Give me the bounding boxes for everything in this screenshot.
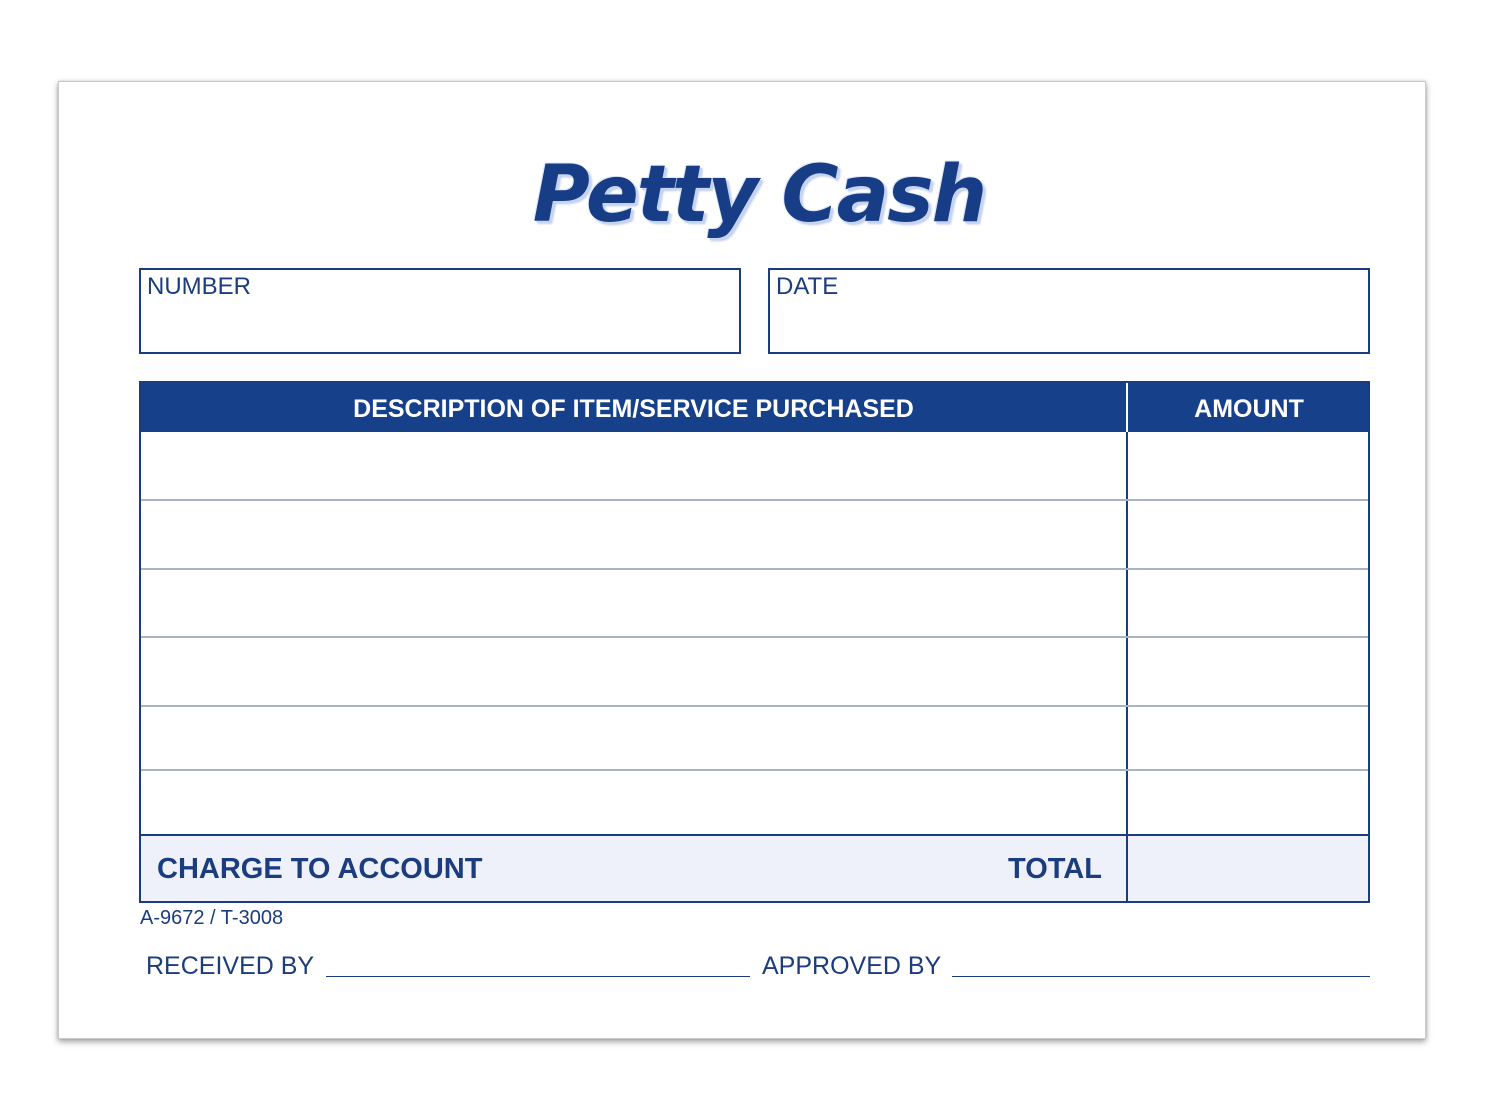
row-rule — [141, 499, 1368, 501]
form-code: A-9672 / T-3008 — [140, 907, 284, 929]
total-label: TOTAL — [1008, 853, 1102, 885]
description-header: DESCRIPTION OF ITEM/SERVICE PURCHASED — [353, 395, 914, 423]
row-rule — [141, 568, 1368, 570]
date-label: DATE — [776, 273, 839, 300]
number-field[interactable] — [139, 268, 741, 354]
form-title: Petty Cash — [532, 150, 986, 240]
row-rule — [141, 636, 1368, 638]
approved-by-line — [952, 976, 1370, 978]
footer-row — [141, 834, 1368, 901]
purchase-table — [139, 381, 1370, 903]
approved-by-field[interactable] — [762, 951, 1370, 985]
row-rule — [141, 705, 1368, 707]
row-rule — [141, 769, 1368, 771]
number-label: NUMBER — [147, 273, 252, 300]
received-by-label: RECEIVED BY — [146, 952, 315, 980]
amount-header: AMOUNT — [1194, 395, 1304, 423]
date-field[interactable] — [768, 268, 1370, 354]
header-divider — [1126, 383, 1128, 432]
table-header — [141, 383, 1368, 432]
received-by-line — [326, 976, 750, 978]
received-by-field[interactable] — [146, 951, 750, 985]
column-divider — [1126, 383, 1128, 901]
charge-to-account-label: CHARGE TO ACCOUNT — [157, 853, 483, 885]
footer-divider — [1126, 834, 1128, 901]
approved-by-label: APPROVED BY — [762, 952, 942, 980]
